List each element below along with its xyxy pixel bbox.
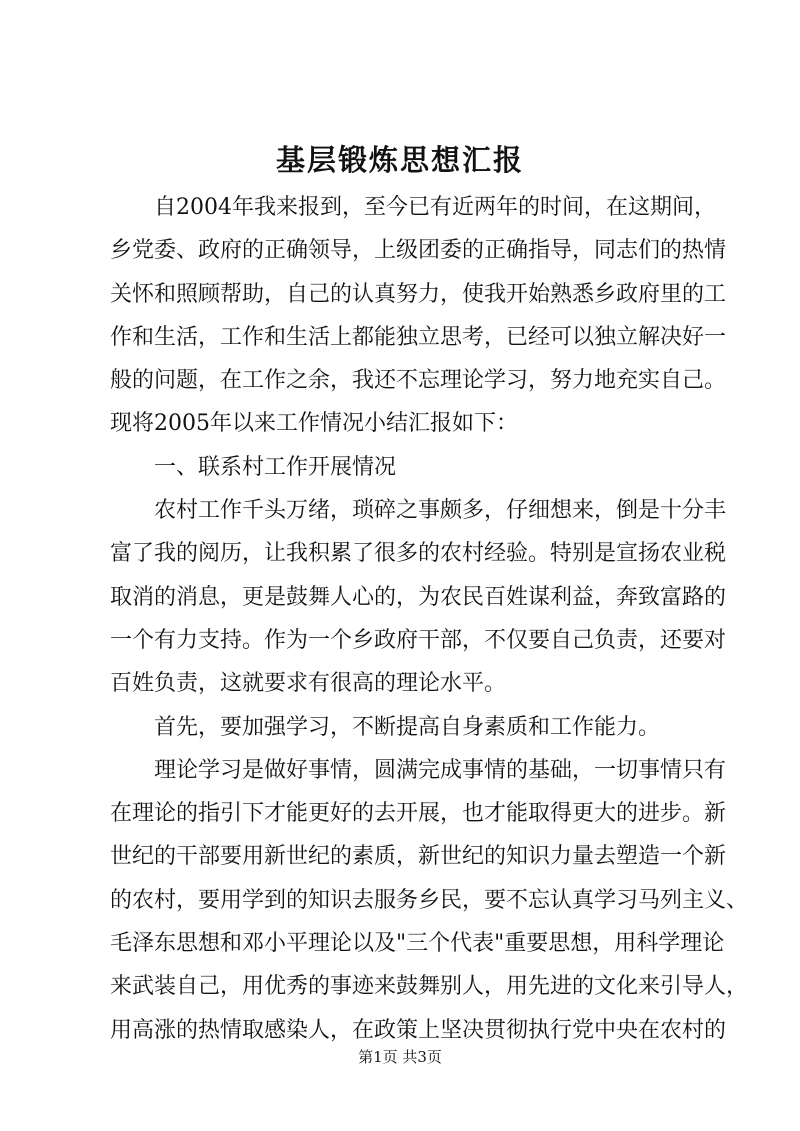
text-line: 般的问题，在工作之余，我还不忘理论学习，努力地充实自己。 [110, 368, 727, 394]
text-line: 一个有力支持。作为一个乡政府干部，不仅要自己负责，还要对 [110, 627, 727, 653]
text-line: 来武装自己，用优秀的事迹来鼓舞别人，用先进的文化来引导人， [110, 974, 749, 1000]
text-line: 现将2005年以来工作情况小结汇报如下： [110, 411, 518, 437]
page-footer: 第1页 共3页 [358, 1048, 442, 1066]
text-line: 理论学习是做好事情，圆满完成事情的基础，一切事情只有 [154, 757, 727, 783]
document-body [110, 186, 749, 1052]
text-line: 作和生活，工作和生活上都能独立思考，已经可以独立解决好一 [110, 324, 727, 350]
text-line: 关怀和照顾帮助，自己的认真努力，使我开始熟悉乡政府里的工 [110, 281, 727, 307]
text-line: 取消的消息，更是鼓舞人心的，为农民百姓谋利益，奔致富路的 [110, 584, 727, 610]
text-line: 一、联系村工作开展情况 [154, 454, 397, 480]
text-line: 毛泽东思想和邓小平理论以及"三个代表"重要思想，用科学理论 [110, 931, 725, 957]
text-line: 首先，要加强学习，不断提高自身素质和工作能力。 [154, 714, 661, 740]
text-line: 用高涨的热情取感染人，在政策上坚决贯彻执行党中央在农村的 [110, 1017, 727, 1043]
text-line: 世纪的干部要用新世纪的素质，新世纪的知识力量去塑造一个新 [110, 844, 727, 870]
page-title: 基层锻炼思想汇报 [275, 143, 524, 177]
text-line: 自2004年我来报到，至今已有近两年的时间，在这期间， [154, 195, 716, 220]
text-line: 农村工作千头万绪，琐碎之事颇多，仔细想来，倒是十分丰 [154, 498, 727, 524]
text-line: 富了我的阅历，让我积累了很多的农村经验。特别是宣扬农业税 [110, 541, 727, 567]
text-line: 乡党委、政府的正确领导，上级团委的正确指导，同志们的热情 [110, 238, 727, 264]
text-line: 的农村，要用学到的知识去服务乡民，要不忘认真学习马列主义、 [110, 887, 749, 913]
text-line: 在理论的指引下才能更好的去开展，也才能取得更大的进步。新 [110, 801, 727, 827]
text-line: 百姓负责，这就要求有很高的理论水平。 [110, 671, 507, 697]
